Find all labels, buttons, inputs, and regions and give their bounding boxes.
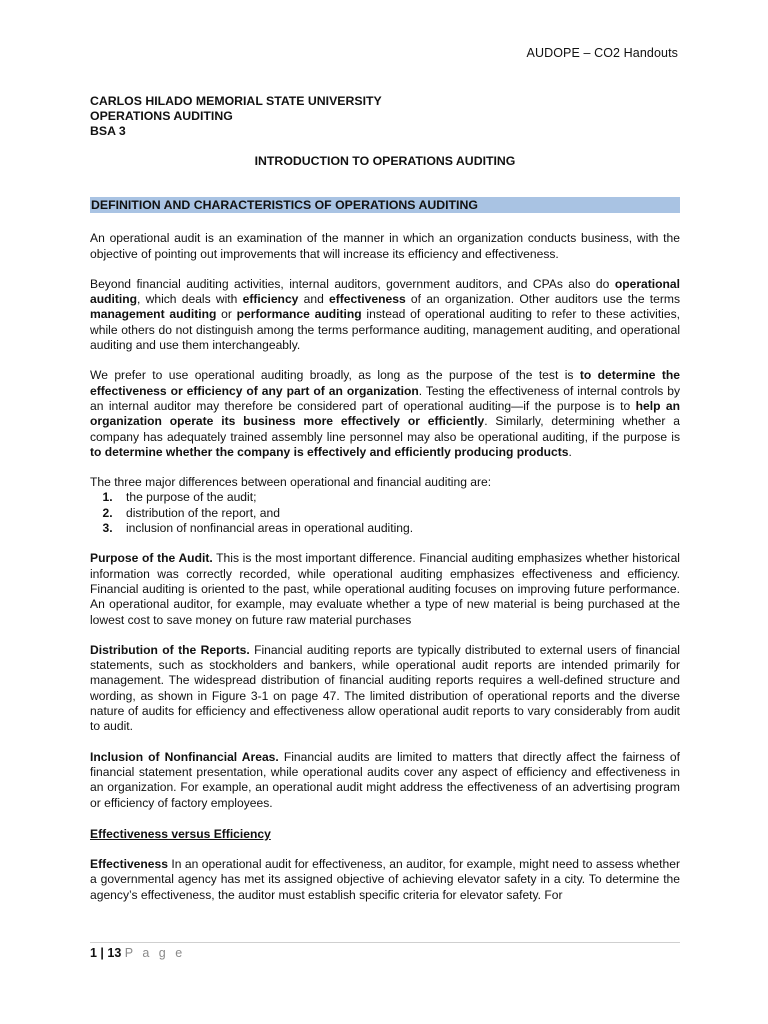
page-content [90, 94, 680, 903]
page-label: P a g e [124, 946, 186, 960]
list-item: 3. inclusion of nonfinancial areas in operational auditing. [116, 521, 680, 536]
list-item: 2. distribution of the report, and [116, 506, 680, 521]
differences-intro: The three major differences between operational and financial auditing are: [90, 475, 492, 490]
subheading-effectiveness-efficiency: Effectiveness versus Efficiency [90, 826, 271, 841]
paragraph-definition: An operational audit is an examination of the manner in which an organization conducts business, with the objective of pointing out improvements that will increase its efficiency and effectiveness. [90, 231, 680, 261]
document-title: INTRODUCTION TO OPERATIONS AUDITING [254, 154, 516, 168]
footer-divider [90, 942, 680, 943]
course-name: OPERATIONS AUDITING [90, 109, 233, 123]
page-footer [90, 946, 185, 960]
university-name: CARLOS HILADO MEMORIAL STATE UNIVERSITY [90, 94, 382, 108]
paragraph-we-prefer: We prefer to use operational auditing broadly, as long as the purpose of the test is to determine the effectiveness or efficiency of any part of an organization. Testing the effectiveness of internal controls by an internal auditor may therefore be considered part of operational auditing—if the purpose is to help an organization operate its business more effectively or efficiently. Similarly, determining whether a company has adequately trained assembly line personnel may also be operational auditing, if the purpose is to determine whether the company is effectively and efficiently producing products. [90, 368, 680, 459]
running-header: AUDOPE – CO2 Handouts [526, 46, 678, 60]
paragraph-effectiveness: Effectiveness In an operational audit for effectiveness, an auditor, for example, might need to assess whether a governmental agency has met its assigned objective of achieving elevator safety in a city. To determine the agency’s effectiveness, the auditor must establish specific criteria for elevator safety. For [90, 857, 680, 902]
differences-list [90, 490, 680, 536]
page-number: 1 | 13 [90, 946, 122, 960]
paragraph-beyond-financial: Beyond financial auditing activities, internal auditors, government auditors, and CPAs also do operational auditing, which deals with efficiency and effectiveness of an organization. Other auditors use the terms management auditing or performance auditing instead of operational auditing to refer to these activities, while others do not distinguish among the terms performance auditing, management auditing, and operational auditing and use them interchangeably. [90, 276, 681, 353]
paragraph-purpose: Purpose of the Audit. This is the most important difference. Financial auditing emphasizes whether historical information was correctly recorded, while operational auditing emphasizes effectiveness and efficiency. Financial auditing is oriented to the past, while operational auditing focuses on improving future performance. An operational auditor, for example, may evaluate whether a type of new material is being purchased at the lowest cost to save money on future raw material purchases [90, 551, 680, 627]
section-heading: DEFINITION AND CHARACTERISTICS OF OPERATIONS AUDITING [90, 197, 680, 213]
paragraph-distribution: Distribution of the Reports. Financial auditing reports are typically distributed to external users of financial statements, such as stockholders and bankers, while operational audit reports are intended primarily for management. The widespread distribution of financial auditing reports requires a well-defined structure and wording, as shown in Figure 3-1 on page 47. The limited distribution of operational reports and the diverse nature of audits for efficiency and effectiveness allow operational audit reports to vary considerably from audit to audit. [90, 642, 680, 734]
list-item: 1. the purpose of the audit; [116, 490, 680, 505]
class-section: BSA 3 [90, 124, 126, 138]
paragraph-nonfinancial: Inclusion of Nonfinancial Areas. Financial audits are limited to matters that directly affect the fairness of financial statement presentation, while operational audits cover any aspect of efficiency and effectiveness in an organization. For example, an operational audit might address the effectiveness of an advertising program or efficiency of factory employees. [90, 749, 680, 810]
